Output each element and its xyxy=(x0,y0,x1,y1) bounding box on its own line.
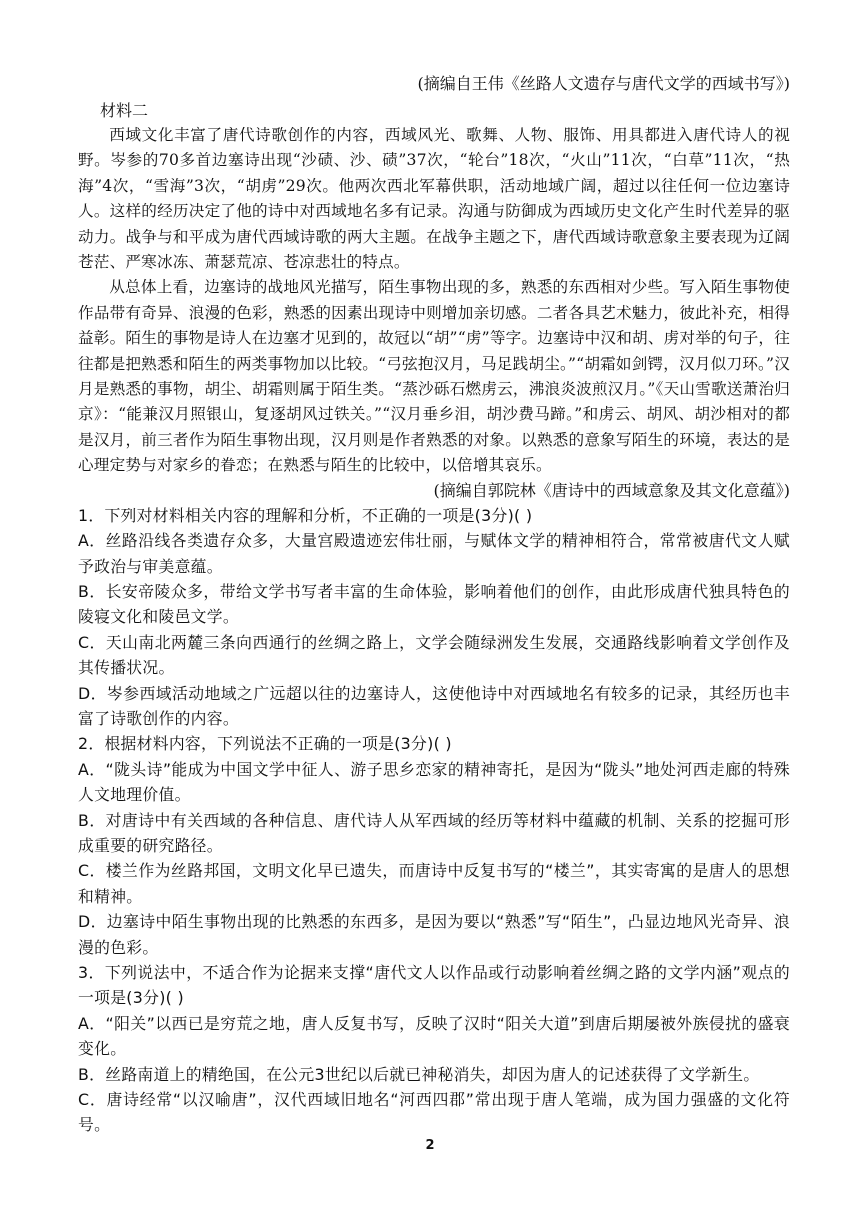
option-b: B．长安帝陵众多，带给文学书写者丰富的生命体验，影响着他们的创作，由此形成唐代独具特色的陵寝文化和陵邑文学。 xyxy=(78,581,790,627)
question-3 xyxy=(78,960,790,1138)
option-d: D．边塞诗中陌生事物出现的比熟悉的东西多，是因为要以“熟悉”写“陌生”，凸显边地风光奇异、浪漫的色彩。 xyxy=(78,912,790,957)
question-stem: 1．下列对材料相关内容的理解和分析，不正确的一项是(3分)( ) xyxy=(78,505,533,525)
option-c: C．天山南北两麓三条向西通行的丝绸之路上，文学会随绿洲发生发展，交通路线影响着文学创作及其传播状况。 xyxy=(78,632,790,678)
option-a: A．丝路沿线各类遗存众多，大量宫殿遗迹宏伟壮丽，与赋体文学的精神相符合，常常被唐代文人赋予政治与审美意蕴。 xyxy=(78,531,790,576)
question-stem: 3．下列说法中，不适合作为论据来支撑“唐代文人以作品或行动影响着丝绸之路的文学内涵”观点的一项是(3分)( ) xyxy=(78,963,790,1008)
option-a: A．“陇头诗”能成为中国文学中征人、游子思乡恋家的精神寄托，是因为“陇头”地处河西走廊的特殊人文地理价值。 xyxy=(78,759,790,805)
material-paragraph-1: 西域文化丰富了唐代诗歌创作的内容，西域风光、歌舞、人物、服饰、用具都进入唐代诗人的视野。岑参的70多首边塞诗出现“沙碛、沙、碛”37次，“轮台”18次，“火山”11次，“白草”11次，“热海”4次，“雪海”3次，“胡虏”29次。他两次西北军幕供职，活动地域广阔，超过以往任何一位边塞诗人。这样的经历决定了他的诗中对西域地名多有记录。沟通与防御成为西域历史文化产生时代差异的驱动力。战争与和平成为唐代西域诗歌的两大主题。在战争主题之下，唐代西域诗歌意象主要表现为辽阔苍茫、严寒冰冻、萧瑟荒凉、苍凉悲壮的特点。 xyxy=(78,126,790,272)
option-a: A．“阳关”以西已是穷荒之地，唐人反复书写，反映了汉时“阳关大道”到唐后期屡被外族侵扰的盛衰变化。 xyxy=(78,1013,790,1059)
option-b: B．对唐诗中有关西域的各种信息、唐代诗人从军西域的经历等材料中蕴藏的机制、关系的挖掘可形成重要的研究路径。 xyxy=(78,810,790,855)
source-citation-1: (摘编自王伟《丝路人文遗存与唐代文学的西域书写》) xyxy=(417,74,790,93)
option-b: B．丝路南道上的精绝国，在公元3世纪以后就已神秘消失，却因为唐人的记述获得了文学新生。 xyxy=(78,1064,760,1084)
question-stem: 2．根据材料内容，下列说法不正确的一项是(3分)( ) xyxy=(78,734,452,754)
page-number: 2 xyxy=(425,1138,435,1153)
question-2 xyxy=(78,731,790,960)
material-paragraph-2: 从总体上看，边塞诗的战地风光描写，陌生事物出现的多，熟悉的东西相对少些。写入陌生事物使作品带有奇异、浪漫的色彩，熟悉的因素出现诗中则增加亲切感。二者各具艺术魅力，彼此补充，相得益彰。陌生的事物是诗人在边塞才见到的，故冠以“胡”“虏”等字。边塞诗中汉和胡、虏对举的句子，往往都是把熟悉和陌生的两类事物加以比较。“弓弦抱汉月，马足践胡尘。”“胡霜如剑锷，汉月似刀环。”汉月是熟悉的事物，胡尘、胡霜则属于陌生类。“蒸沙砾石燃虏云，沸浪炎波煎汉月。”《天山雪歌送萧治归京》：“能兼汉月照银山，复逐胡风过铁关。”“汉月垂乡泪，胡沙费马蹄。”和虏云、胡风、胡沙相对的都是汉月，前三者作为陌生事物出现，汉月则是作者熟悉的对象。以熟悉的意象写陌生的环境，表达的是心理定势与对家乡的眷恋；在熟悉与陌生的比较中，以倍增其哀乐。 xyxy=(78,278,791,475)
exam-page xyxy=(78,72,790,1138)
material-title: 材料二 xyxy=(100,101,149,120)
question-1 xyxy=(78,503,790,732)
option-c: C．唐诗经常“以汉喻唐”，汉代西域旧地名“河西四郡”常出现于唐人笔端，成为国力强盛的文化符号。 xyxy=(78,1090,790,1135)
option-c: C．楼兰作为丝路邦国，文明文化早已遗失，而唐诗中反复书写的“楼兰”，其实寄寓的是唐人的思想和精神。 xyxy=(78,861,790,906)
option-d: D．岑参西域活动地域之广远超以往的边塞诗人，这使他诗中对西域地名有较多的记录，其经历也丰富了诗歌创作的内容。 xyxy=(78,683,790,728)
source-citation-2: (摘编自郭院林《唐诗中的西域意象及其文化意蕴》) xyxy=(433,480,790,500)
